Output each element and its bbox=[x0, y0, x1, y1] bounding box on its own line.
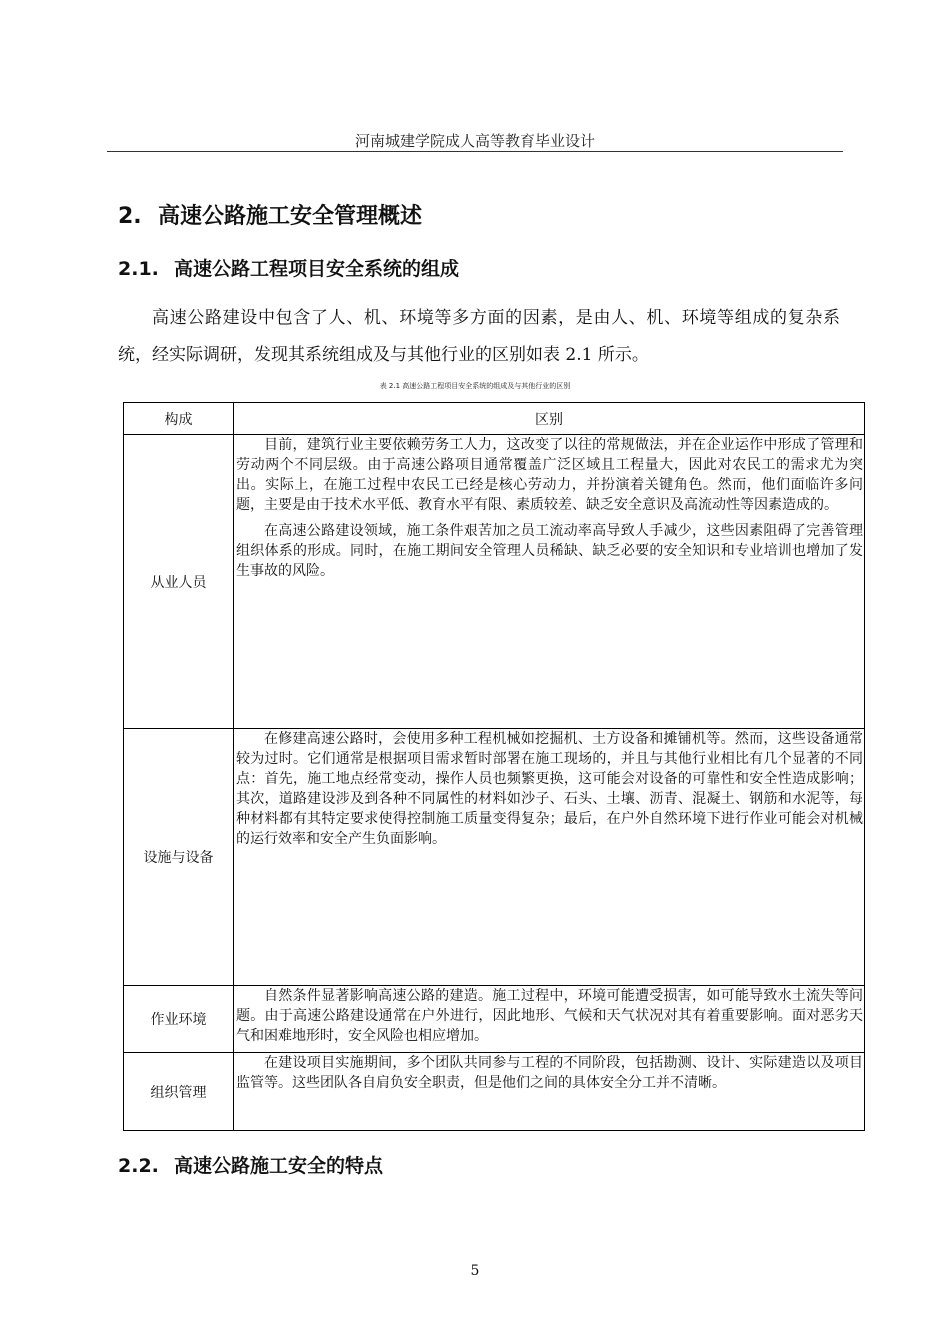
row-paragraph: 在建设项目实施期间，多个团队共同参与工程的不同阶段，包括勘测、设计、实际建造以及项目监管等。这些团队各自肩负安全职责，但是他们之间的具体安全分工并不清晰。 bbox=[236, 1055, 863, 1091]
row-label: 设施与设备 bbox=[124, 729, 234, 986]
table-header-cell: 构成 bbox=[124, 403, 234, 435]
row-content bbox=[234, 986, 865, 1053]
table-row bbox=[124, 729, 865, 986]
row-paragraph: 目前，建筑行业主要依赖劳务工人力，这改变了以往的常规做法，并在企业运作中形成了管理和劳动两个不同层级。由于高速公路项目通常覆盖广泛区域且工程量大，因此对农民工的需求尤为突出。实际上，在施工过程中农民工已经是核心劳动力，并扮演着关键角色。然而，他们面临许多问题，主要是由于技术水平低、教育水平有限、素质较差、缺乏安全意识及高流动性等因素造成的。 bbox=[236, 437, 863, 513]
subsection-number-2: 2.2. bbox=[118, 1155, 159, 1177]
header-rule bbox=[107, 151, 843, 152]
composition-table bbox=[123, 402, 865, 1131]
row-content bbox=[234, 1053, 865, 1131]
page-header: 河南城建学院成人高等教育毕业设计 bbox=[354, 132, 595, 150]
row-paragraph: 在高速公路建设领域，施工条件艰苦加之员工流动率高导致人手减少，这些因素阻碍了完善管理组织体系的形成。同时，在施工期间安全管理人员稀缺、缺乏必要的安全知识和专业培训也增加了发生事故的风险。 bbox=[236, 523, 863, 579]
row-label: 组织管理 bbox=[124, 1053, 234, 1131]
row-label: 从业人员 bbox=[124, 435, 234, 729]
row-content bbox=[234, 435, 865, 729]
table-row bbox=[124, 986, 865, 1053]
section-number: 2. bbox=[118, 204, 142, 229]
subsection-title-2: 高速公路施工安全的特点 bbox=[174, 1155, 384, 1177]
subsection-heading-1 bbox=[118, 254, 459, 281]
subsection-heading-2 bbox=[118, 1151, 383, 1178]
row-paragraph: 自然条件显著影响高速公路的建造。施工过程中，环境可能遭受损害，如可能导致水土流失等问题。由于高速公路建设通常在户外进行，因此地形、气候和天气状况对其有着重要影响。面对恶劣天气和困难地形时，安全风险也相应增加。 bbox=[236, 988, 863, 1044]
table-header-cell: 区别 bbox=[234, 403, 865, 435]
table-caption: 表 2.1 高速公路工程项目安全系统的组成及与其他行业的区别 bbox=[379, 382, 571, 390]
section-title: 高速公路施工安全管理概述 bbox=[158, 204, 423, 229]
table-row bbox=[124, 1053, 865, 1131]
row-label: 作业环境 bbox=[124, 986, 234, 1053]
section-heading bbox=[118, 199, 422, 230]
page-number: 5 bbox=[470, 1263, 480, 1279]
table-header-row bbox=[124, 403, 865, 435]
table-row bbox=[124, 435, 865, 729]
row-paragraph: 在修建高速公路时，会使用多种工程机械如挖掘机、土方设备和摊铺机等。然而，这些设备通常较为过时。它们通常是根据项目需求暂时部署在施工现场的，并且与其他行业相比有几个显著的不同点：首先，施工地点经常变动，操作人员也频繁更换，这可能会对设备的可靠性和安全性造成影响；其次，道路建设涉及到各种不同属性的材料如沙子、石头、土壤、沥青、混凝土、钢筋和水泥等，每种材料都有其特定要求使得控制施工质量变得复杂；最后，在户外自然环境下进行作业可能会对机械的运行效率和安全产生负面影响。 bbox=[236, 731, 863, 847]
subsection-number-1: 2.1. bbox=[118, 258, 159, 280]
row-content bbox=[234, 729, 865, 986]
subsection-title-1: 高速公路工程项目安全系统的组成 bbox=[174, 258, 460, 280]
intro-paragraph: 高速公路建设中包含了人、机、环境等多方面的因素，是由人、机、环境等组成的复杂系统，经实际调研，发现其系统组成及与其他行业的区别如表 2.1 所示。 bbox=[118, 308, 840, 365]
